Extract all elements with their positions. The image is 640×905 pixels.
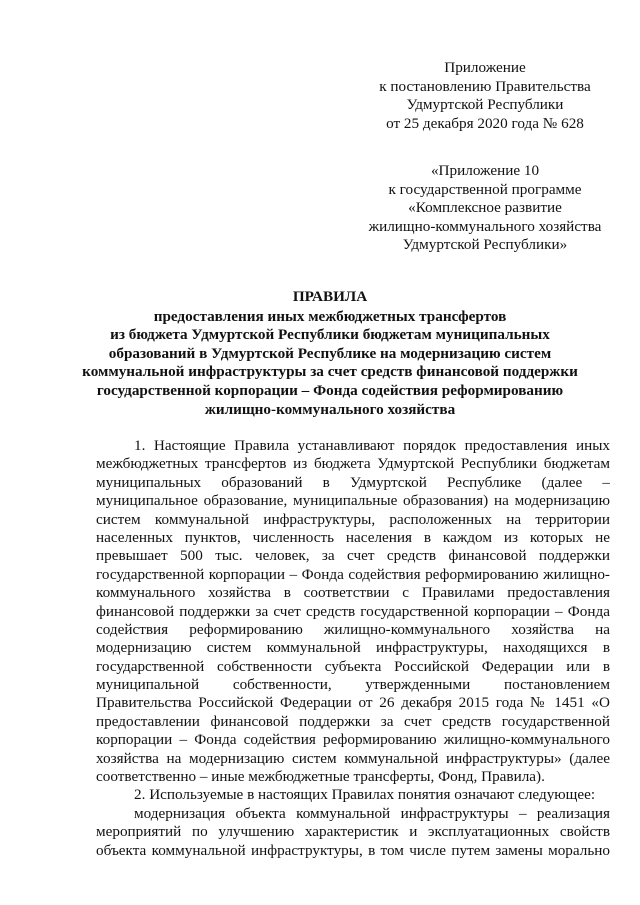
- body-text-line: населенных пунктов, численность населения в каждом из которых не: [96, 528, 610, 546]
- program-header: [360, 162, 610, 255]
- body-text-line: 2. Используемые в настоящих Правилах понятия означают следующее:: [134, 786, 596, 804]
- body-text-line: модернизацию систем коммунальной инфраструктуры, находящихся в: [96, 639, 610, 657]
- body-text-line: Правительства Российской Федерации от 26 декабря 2015 года № 1451 «О: [96, 694, 610, 712]
- body-text-line: предоставлении финансовой поддержки за счет средств государственной: [96, 712, 610, 730]
- body-text-line: коммунального хозяйства в соответствии с Правилами предоставления: [96, 584, 610, 602]
- appendix-header-line: Удмуртской Республики: [406, 96, 564, 113]
- body-text-line: муниципальных образований в Удмуртской Республике (далее –: [96, 473, 610, 491]
- appendix-header-line: к постановлению Правительства: [379, 77, 591, 95]
- body-text-line: систем коммунальной инфраструктуры, расположенных на территории: [96, 510, 610, 528]
- title-subtitle-line: образований в Удмуртской Республике на модернизацию систем: [108, 344, 552, 362]
- body-text-line: модернизация объекта коммунальной инфраструктуры – реализация: [134, 804, 610, 822]
- document-body: [96, 437, 610, 860]
- program-header-line: «Приложение 10: [430, 162, 540, 179]
- body-text-line: содействия реформированию жилищно-коммунального хозяйства на: [96, 620, 610, 638]
- appendix-header: [360, 59, 610, 133]
- body-text-line: мероприятий по улучшению характеристик и эксплуатационных свойств: [96, 823, 610, 841]
- program-header-line: жилищно-коммунального хозяйства: [368, 217, 602, 235]
- title-subtitle-line: жилищно-коммунального хозяйства: [204, 400, 456, 418]
- body-text-line: 1. Настоящие Правила устанавливают порядок предоставления иных: [134, 437, 610, 454]
- body-text-line: превышает 500 тыс. человек, за счет средств финансовой поддержки: [96, 547, 610, 565]
- title-subtitle-line: предоставления иных межбюджетных трансфертов: [153, 307, 507, 325]
- title-main: ПРАВИЛА: [292, 288, 368, 305]
- body-text-line: хозяйства на модернизацию систем коммунальной инфраструктуры» (далее: [96, 749, 610, 767]
- body-text-line: межбюджетных трансфертов из бюджета Удмуртской Республики бюджетам: [96, 455, 610, 473]
- program-header-line: к государственной программе: [388, 180, 582, 198]
- body-text-line: корпорации – Фонда содействия реформированию жилищно-коммунального: [96, 731, 610, 749]
- body-text-line: объекта коммунальной инфраструктуры, в том числе путем замены морально: [96, 841, 610, 859]
- body-text-line: государственной корпорации – Фонда содействия реформированию жилищно-: [96, 565, 610, 583]
- body-text-line: муниципальной собственности, утвержденными постановлением: [96, 676, 610, 694]
- program-header-line: «Комплексное развитие: [408, 199, 562, 216]
- document-title: [80, 288, 580, 419]
- body-text-line: муниципальное образование, муниципальные образования) на модернизацию: [96, 492, 610, 510]
- title-subtitle-line: государственной корпорации – Фонда содействия реформированию: [96, 381, 564, 399]
- title-subtitle-line: из бюджета Удмуртской Республики бюджетам муниципальных: [110, 326, 550, 344]
- body-text-line: соответственно – иные межбюджетные трансферты, Фонд, Правила).: [96, 768, 545, 786]
- title-subtitle-line: коммунальной инфраструктуры за счет средств финансовой поддержки: [82, 363, 578, 381]
- appendix-header-line: Приложение: [444, 59, 526, 76]
- program-header-line: Удмуртской Республики»: [402, 236, 568, 253]
- body-text-line: финансовой поддержки за счет средств государственной корпорации – Фонда: [96, 602, 610, 620]
- body-text-line: государственной собственности субъекта Российской Федерации или в: [96, 657, 610, 675]
- appendix-header-line: от 25 декабря 2020 года № 628: [386, 114, 584, 132]
